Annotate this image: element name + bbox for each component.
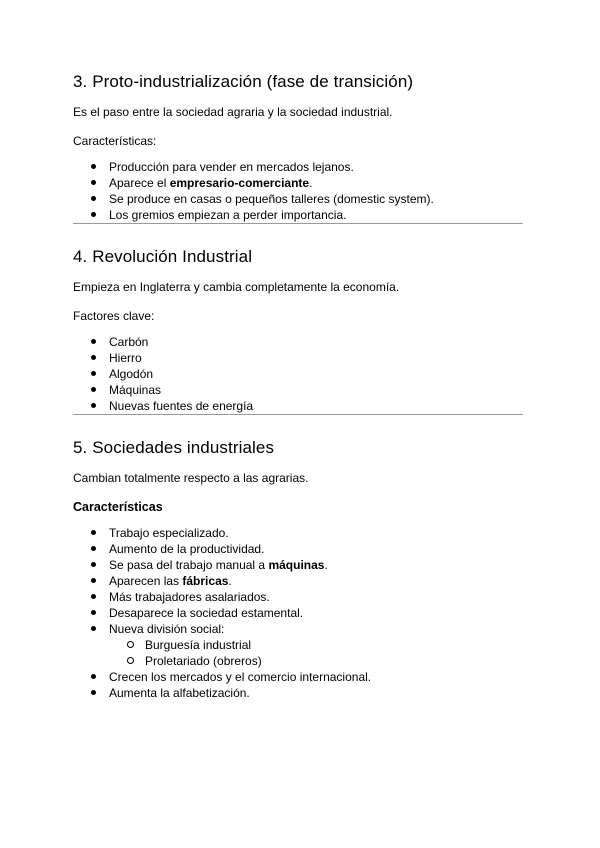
list-item-bold: máquinas xyxy=(268,558,325,572)
list-item xyxy=(73,589,528,605)
section-proto-industrializacion xyxy=(73,70,528,223)
list-item-text: Aumento de la productividad. xyxy=(109,542,265,556)
list-item xyxy=(73,685,528,701)
list-item-text: Trabajo especializado. xyxy=(109,526,229,540)
sub-list xyxy=(109,637,528,669)
list-item-text: . xyxy=(309,176,313,190)
sub-list-item: Burguesía industrial xyxy=(109,637,528,653)
list-item xyxy=(73,557,528,573)
list-item xyxy=(73,669,528,685)
list-item-text: Crecen los mercados y el comercio internacional. xyxy=(109,670,372,684)
list-item xyxy=(73,175,528,191)
section-revolucion-industrial xyxy=(73,245,528,414)
list-item xyxy=(73,207,528,223)
list-item-text: Aparece el xyxy=(109,176,170,190)
list-item: Máquinas xyxy=(73,382,528,398)
list-item xyxy=(73,159,528,175)
characteristics-list xyxy=(73,159,528,223)
list-item: Algodón xyxy=(73,366,528,382)
list-item xyxy=(73,525,528,541)
section-subheading: Características xyxy=(73,500,163,514)
list-item-bold: fábricas xyxy=(182,574,229,588)
sub-list-item: Proletariado (obreros) xyxy=(109,653,528,669)
list-item xyxy=(73,605,528,621)
section-lead: Características: xyxy=(73,134,157,148)
list-item-text: . xyxy=(324,558,328,572)
section-title: 5. Sociedades industriales xyxy=(73,438,275,457)
list-item-text: Los gremios empiezan a perder importancia. xyxy=(109,208,347,222)
list-item-text: Se produce en casas o pequeños talleres (domestic system). xyxy=(109,192,434,206)
section-divider xyxy=(73,414,523,415)
list-item-text: Más trabajadores asalariados. xyxy=(109,590,270,604)
section-lead: Factores clave: xyxy=(73,309,155,323)
list-item-text: Se pasa del trabajo manual a xyxy=(109,558,269,572)
section-title: 3. Proto-industrialización (fase de transición) xyxy=(73,72,414,91)
list-item xyxy=(73,541,528,557)
list-item: Carbón xyxy=(73,334,528,350)
list-item-text: Aparecen las xyxy=(109,574,183,588)
list-item xyxy=(73,191,528,207)
section-intro: Cambian totalmente respecto a las agrarias. xyxy=(73,471,309,485)
key-factors-list xyxy=(73,334,528,414)
list-item: Hierro xyxy=(73,350,528,366)
section-intro: Es el paso entre la sociedad agraria y la sociedad industrial. xyxy=(73,105,393,119)
list-item-text: . xyxy=(228,574,232,588)
section-divider xyxy=(73,223,523,224)
section-title: 4. Revolución Industrial xyxy=(73,247,253,266)
section-intro: Empieza en Inglaterra y cambia completamente la economía. xyxy=(73,280,400,294)
list-item-text: Aumenta la alfabetización. xyxy=(109,686,250,700)
list-item xyxy=(73,621,528,669)
list-item-text: Nueva división social: xyxy=(109,622,225,636)
list-item-bold: empresario-comerciante xyxy=(169,176,310,190)
list-item: Nuevas fuentes de energía xyxy=(73,398,528,414)
section-sociedades-industriales xyxy=(73,436,528,701)
characteristics-list xyxy=(73,525,528,701)
list-item-text: Producción para vender en mercados lejanos. xyxy=(109,160,354,174)
list-item-text: Desaparece la sociedad estamental. xyxy=(109,606,304,620)
document-content xyxy=(73,70,528,701)
list-item xyxy=(73,573,528,589)
